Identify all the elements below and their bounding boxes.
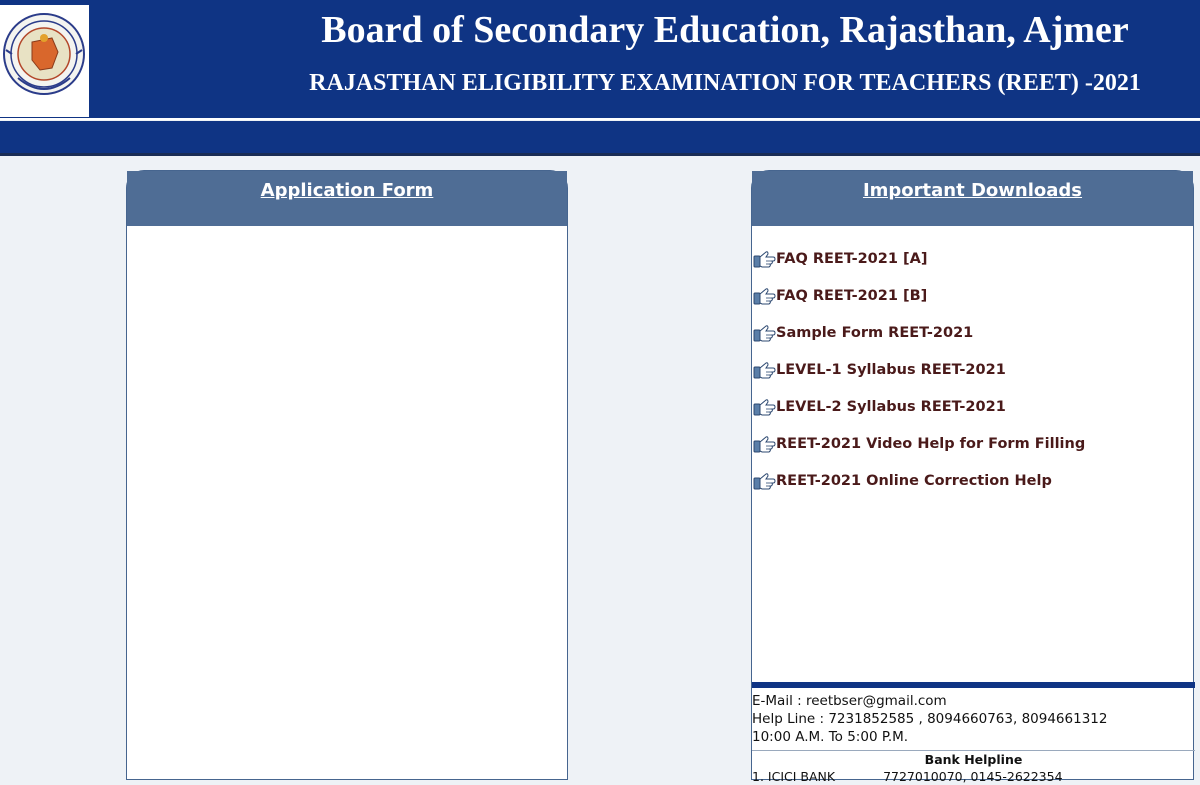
contact-email: E-Mail : reetbser@gmail.com [752, 693, 947, 709]
important-downloads-panel [751, 170, 1194, 784]
pointing-hand-icon [753, 249, 775, 269]
bank-helpline [752, 750, 1195, 785]
download-link-label: Sample Form REET-2021 [776, 324, 974, 341]
bank-number: 7727010070, 0145-2622354 [883, 769, 1063, 784]
pointing-hand-icon [753, 397, 775, 417]
download-link-4[interactable] [752, 351, 1193, 388]
download-link-1[interactable] [752, 240, 1193, 277]
download-link-label: REET-2021 Online Correction Help [776, 472, 1052, 489]
downloads-list [752, 226, 1193, 499]
pointing-hand-icon [753, 471, 775, 491]
important-downloads-header [752, 171, 1193, 226]
download-link-label: LEVEL-2 Syllabus REET-2021 [776, 398, 1006, 415]
download-link-label: REET-2021 Video Help for Form Filling [776, 435, 1086, 452]
download-link-2[interactable] [752, 277, 1193, 314]
bank-name: 1. ICICI BANK [752, 769, 836, 784]
application-form-panel [126, 170, 568, 780]
download-link-6[interactable] [752, 425, 1193, 462]
nav-bar [0, 121, 1200, 156]
contact-info [752, 682, 1195, 785]
page-subtitle: RAJASTHAN ELIGIBILITY EXAMINATION FOR TEACHERS (REET) -2021 [309, 70, 1141, 96]
pointing-hand-icon [753, 286, 775, 306]
application-form-link[interactable]: Application Form [260, 180, 434, 201]
pointing-hand-icon [753, 323, 775, 343]
download-link-label: LEVEL-1 Syllabus REET-2021 [776, 361, 1006, 378]
page-title: Board of Secondary Education, Rajasthan, Ajmer [321, 9, 1129, 51]
bank-helpline-title: Bank Helpline [924, 752, 1023, 767]
bank-row [752, 769, 1195, 785]
site-header [0, 0, 1200, 120]
pointing-hand-icon [753, 360, 775, 380]
contact-hours: 10:00 A.M. To 5:00 P.M. [752, 729, 909, 745]
application-form-header [127, 171, 567, 226]
contact-helpline: Help Line : 7231852585 , 8094660763, 8094661312 [752, 711, 1108, 727]
board-logo[interactable] [0, 5, 89, 117]
pointing-hand-icon [753, 434, 775, 454]
board-seal-icon [2, 8, 87, 114]
download-link-7[interactable] [752, 462, 1193, 499]
download-link-label: FAQ REET-2021 [B] [776, 287, 928, 304]
important-downloads-link[interactable]: Important Downloads [862, 180, 1083, 201]
download-link-label: FAQ REET-2021 [A] [776, 250, 928, 267]
download-link-5[interactable] [752, 388, 1193, 425]
download-link-3[interactable] [752, 314, 1193, 351]
